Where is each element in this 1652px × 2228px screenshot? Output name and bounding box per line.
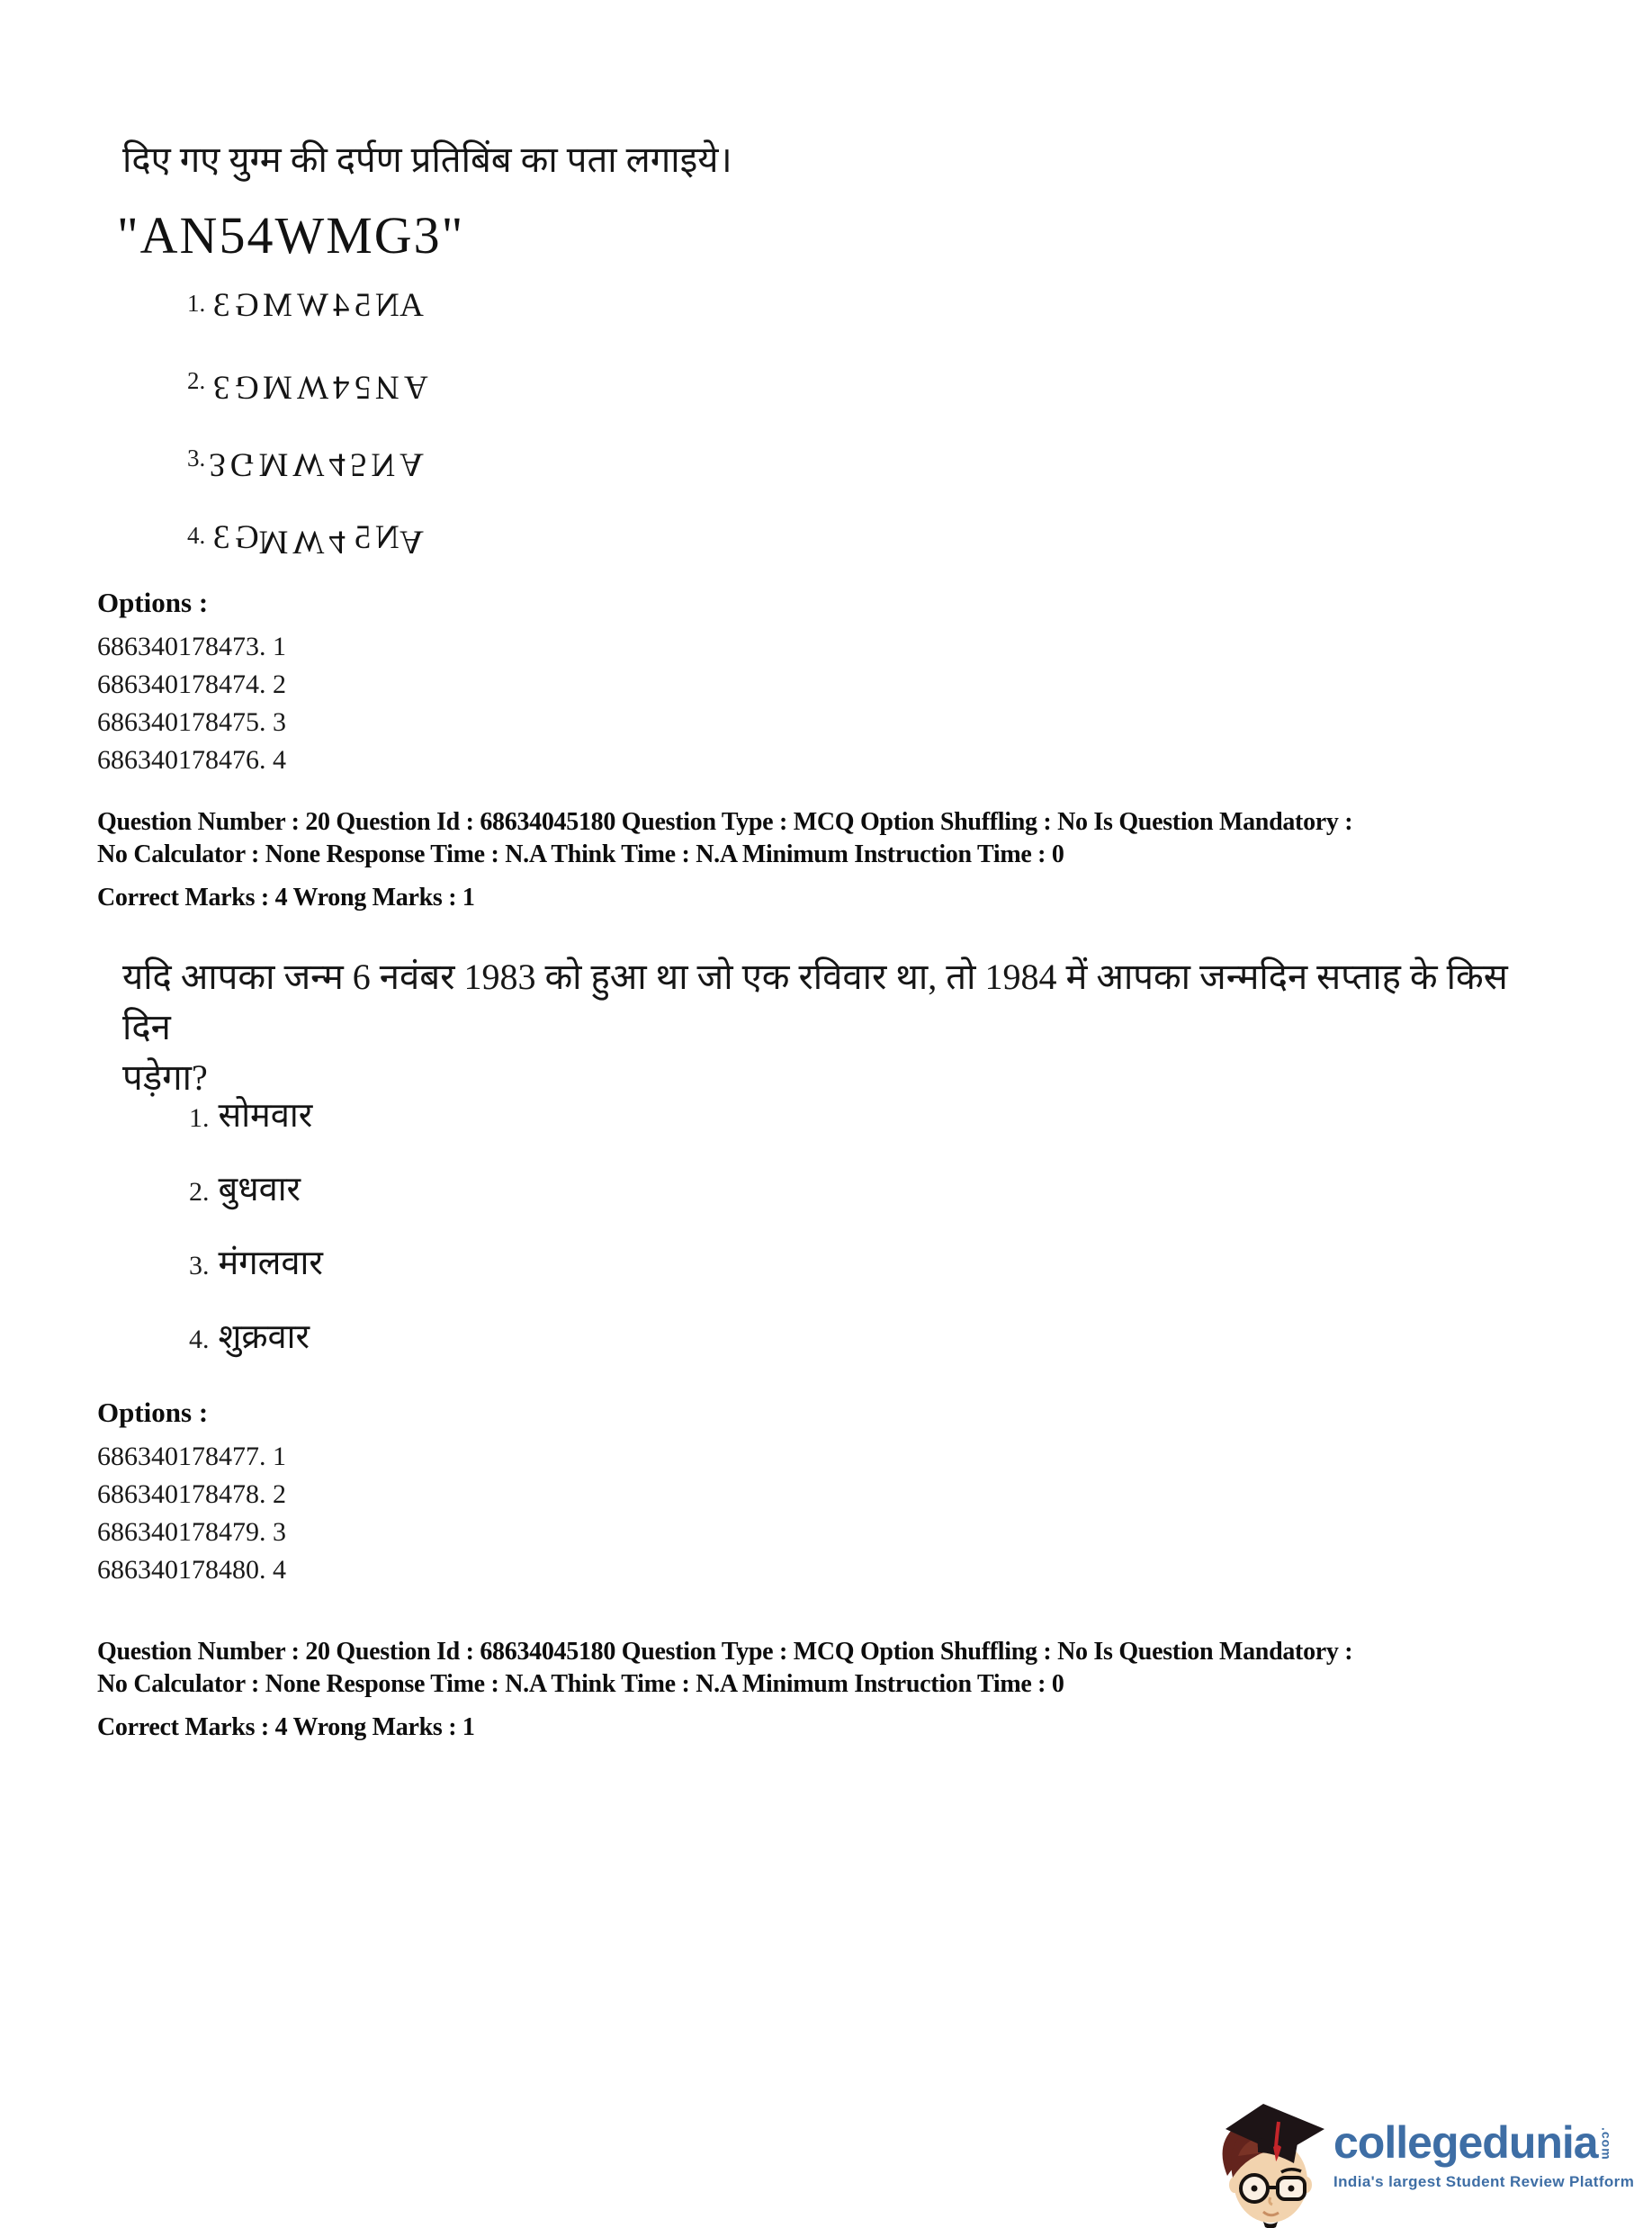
mirror-text: 3GMW45NA bbox=[209, 368, 428, 406]
question-2-options bbox=[189, 1091, 323, 1386]
metadata-line: Question Number : 20 Question Id : 68634045180 Question Type : MCQ Option Shuffling : No Is Question Mandatory : bbox=[97, 808, 1353, 836]
question-1-metadata bbox=[97, 806, 1537, 914]
metadata-marks-line: Correct Marks : 4 Wrong Marks : 1 bbox=[97, 1713, 475, 1741]
mirror-text: 3GMW45NA bbox=[209, 287, 428, 324]
option-number: 3. bbox=[189, 1251, 210, 1280]
question-2-metadata bbox=[97, 1636, 1537, 1744]
question-2-prompt-line-2: पड़ेगा? bbox=[122, 1057, 208, 1098]
option-label: मंगलवार bbox=[218, 1244, 323, 1282]
brand-tagline: India's largest Student Review Platform bbox=[1333, 2173, 1635, 2190]
options-heading: Options : bbox=[97, 1397, 209, 1428]
question-1-prompt: दिए गए युग्म की दर्पण प्रतिबिंब का पता लगाइये। bbox=[122, 139, 732, 180]
option-label: बुधवार bbox=[218, 1171, 301, 1208]
option-label: शुक्रवार bbox=[218, 1318, 310, 1356]
option-number: 2. bbox=[189, 1177, 210, 1207]
option-number: 4. bbox=[187, 522, 206, 549]
question-2-option-4 bbox=[189, 1312, 323, 1356]
metadata-line: No Calculator : None Response Time : N.A Think Time : N.A Minimum Instruction Time : 0 bbox=[97, 1670, 1064, 1698]
mascot-graduate-icon bbox=[1211, 2102, 1330, 2228]
question-1-option-3 bbox=[187, 441, 428, 483]
option-id-row: 686340178474. 2 bbox=[97, 669, 286, 699]
mirror-text: 3GMW45NA bbox=[209, 445, 428, 483]
question-1-option-4 bbox=[187, 518, 428, 561]
question-2-option-1 bbox=[189, 1091, 323, 1135]
option-id-row: 686340178476. 4 bbox=[97, 745, 286, 775]
question-2-prompt-line-1: यदि आपका जन्म 6 नवंबर 1983 को हुआ था जो एक रविवार था, तो 1984 में आपका जन्मदिन सप्ताह के किस दिन bbox=[122, 957, 1508, 1047]
metadata-line: Question Number : 20 Question Id : 68634045180 Question Type : MCQ Option Shuffling : No Is Question Mandatory : bbox=[97, 1638, 1353, 1666]
question-1-option-1 bbox=[187, 286, 428, 324]
option-id-row: 686340178473. 1 bbox=[97, 632, 286, 661]
question-2-option-2 bbox=[189, 1164, 323, 1206]
option-number: 4. bbox=[189, 1325, 210, 1354]
option-id-row: 686340178479. 3 bbox=[97, 1517, 286, 1547]
option-number: 3. bbox=[187, 445, 206, 472]
option-number: 2. bbox=[187, 367, 206, 394]
brand-name: collegedunia bbox=[1333, 2117, 1598, 2168]
question-1-options bbox=[187, 286, 428, 596]
option-number: 1. bbox=[187, 290, 206, 317]
question-1-given-string: "AN54WMG3" bbox=[117, 206, 465, 265]
question-2-option-ids bbox=[97, 1397, 286, 1589]
question-2-prompt bbox=[122, 952, 1526, 1103]
collegedunia-logo bbox=[1211, 2102, 1634, 2228]
question-1-option-2 bbox=[187, 364, 428, 406]
metadata-line: No Calculator : None Response Time : N.A Think Time : N.A Minimum Instruction Time : 0 bbox=[97, 840, 1064, 868]
question-2-option-3 bbox=[189, 1238, 323, 1280]
metadata-marks-line: Correct Marks : 4 Wrong Marks : 1 bbox=[97, 884, 475, 912]
logo-text-block bbox=[1333, 2102, 1634, 2191]
option-id-row: 686340178478. 2 bbox=[97, 1479, 286, 1509]
question-1-option-ids bbox=[97, 587, 286, 779]
option-id-row: 686340178475. 3 bbox=[97, 707, 286, 737]
option-id-row: 686340178480. 4 bbox=[97, 1555, 286, 1585]
option-number: 1. bbox=[189, 1103, 210, 1133]
brand-tld: .com bbox=[1599, 2127, 1614, 2161]
option-id-row: 686340178477. 1 bbox=[97, 1442, 286, 1471]
option-label: सोमवार bbox=[218, 1097, 313, 1135]
mirror-text: 3GMW45NA bbox=[209, 519, 428, 561]
options-heading: Options : bbox=[97, 587, 209, 618]
